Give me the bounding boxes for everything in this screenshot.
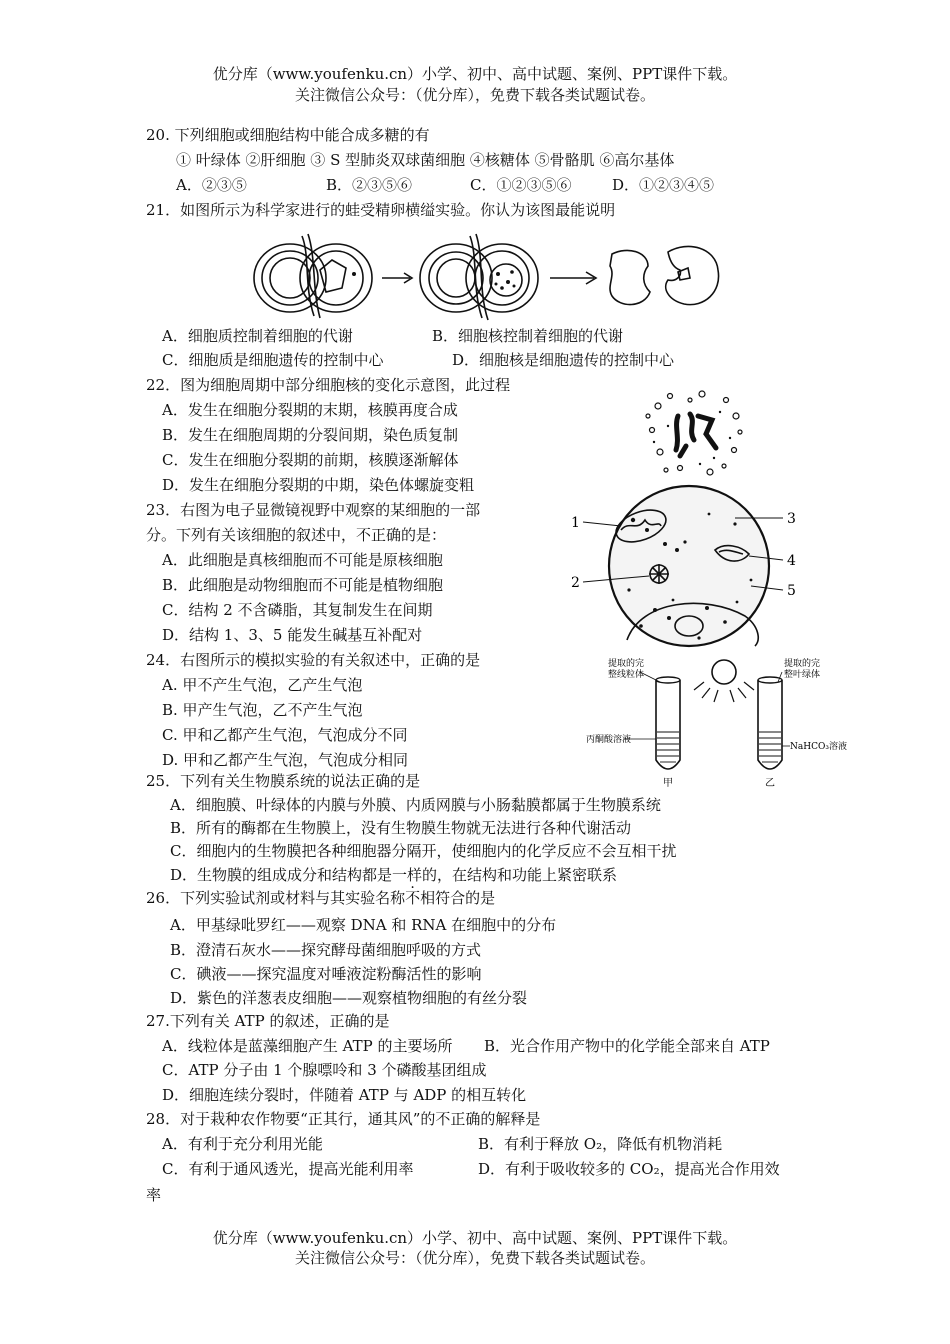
q28-option-a: A．有利于充分利用光能 [162, 1135, 323, 1153]
frog-egg-ligation-figure [250, 226, 730, 322]
q23-option-d: D．结构 1、3、5 能发生碱基互补配对 [162, 626, 423, 644]
electron-micrograph-cell-figure [565, 490, 815, 650]
q25-option-a: A．细胞膜、叶绿体的内膜与外膜、内质网膜与小肠黏膜都属于生物膜系统 [170, 796, 661, 814]
q23-stem-line-2: 分。下列有关该细胞的叙述中，不正确的是： [146, 526, 447, 544]
q28-option-c: C．有利于通风透光，提高光能利用率 [162, 1160, 414, 1178]
q28-option-b: B．有利于释放 O₂，降低有机物消耗 [478, 1135, 723, 1153]
header-line-1: 优分库（www.youfenku.cn）小学、初中、高中试题、案例、PPT课件下载。 [212, 65, 738, 83]
q22-stem: 22．图为细胞周期中部分细胞核的变化示意图，此过程 [146, 376, 511, 394]
q22-option-d: D．发生在细胞分裂期的中期，染色体螺旋变粗 [162, 476, 475, 494]
fig-right-tube-label-top: 提取的完 [784, 659, 821, 669]
q21-option-b: B．细胞核控制着细胞的代谢 [432, 327, 624, 345]
fig-right-tube-label-bottom: 整叶绿体 [784, 670, 821, 680]
q22-option-c: C．发生在细胞分裂期的前期，核膜逐渐解体 [162, 451, 459, 469]
q27-option-b: B．光合作用产物中的化学能全部来自 ATP [484, 1037, 770, 1055]
q27-option-d: D．细胞连续分裂时，伴随着 ATP 与 ADP 的相互转化 [162, 1086, 527, 1104]
footer-line-2: 关注微信公众号：（优分库），免费下载各类试题试卷。 [294, 1249, 655, 1267]
q20-option-b: B．②③⑤⑥ [326, 176, 413, 194]
q20-items: ① 叶绿体 ②肝细胞 ③ S 型肺炎双球菌细胞 ④核糖体 ⑤骨骼肌 ⑥高尔基体 [176, 151, 675, 169]
q25-option-d: D．生物膜的组成成分和结构都是一样的，在结构和功能上紧密联系 [170, 866, 618, 884]
q26-option-c: C．碘液——探究温度对唾液淀粉酶活性的影响 [170, 965, 482, 983]
q24-option-c: C. 甲和乙都产生气泡，气泡成分不同 [162, 726, 408, 744]
q27-stem: 27.下列有关 ATP 的叙述，正确的是 [146, 1012, 390, 1030]
fig-left-tube-label-bottom: 整线粒体 [608, 670, 645, 680]
fig-left-solution-label: 丙酮酸溶液 [586, 735, 632, 745]
q28-stem: 28．对于栽种农作物要“正其行，通其风”的不正确的解释是 [146, 1110, 541, 1128]
q20-option-d: D．①②③④⑤ [612, 176, 715, 194]
q26-option-a: A．甲基绿吡罗红——观察 DNA 和 RNA 在细胞中的分布 [170, 916, 557, 934]
fig-tube-yi-label: 乙 [765, 778, 775, 789]
mitochondria-chloroplast-experiment-figure [586, 652, 847, 789]
q21-option-c: C．细胞质是细胞遗传的控制中心 [162, 351, 384, 369]
q26-stem-emphasis: 不 [405, 889, 421, 907]
header-line-2: 关注微信公众号：（优分库），免费下载各类试题试卷。 [294, 86, 655, 104]
q25-option-c: C．细胞内的生物膜把各种细胞器分隔开，使细胞内的化学反应不会互相干扰 [170, 842, 677, 860]
q21-option-a: A．细胞质控制着细胞的代谢 [162, 327, 353, 345]
q26-stem-pre: 26．下列实验试剂或材料与其实验名称 [146, 889, 406, 907]
q22-option-b: B．发生在细胞周期的分裂间期，染色质复制 [162, 426, 459, 444]
cell-label-1: 1 [571, 515, 580, 531]
fig-tube-jia-label: 甲 [663, 778, 673, 789]
cell-label-2: 2 [571, 575, 580, 591]
cell-label-3: 3 [787, 511, 796, 527]
q24-option-b: B. 甲产生气泡，乙不产生气泡 [162, 701, 363, 719]
q27-option-c: C．ATP 分子由 1 个腺嘌呤和 3 个磷酸基团组成 [162, 1061, 487, 1079]
q26-option-d: D．紫色的洋葱表皮细胞——观察植物细胞的有丝分裂 [170, 989, 528, 1007]
q24-stem: 24．右图所示的模拟实验的有关叙述中，正确的是 [146, 651, 481, 669]
q20-option-a: A．②③⑤ [176, 176, 247, 194]
nucleus-change-figure [640, 386, 750, 486]
cell-label-5: 5 [787, 583, 796, 599]
q22-option-a: A．发生在细胞分裂期的末期，核膜再度合成 [162, 401, 458, 419]
q23-option-c: C．结构 2 不含磷脂，其复制发生在间期 [162, 601, 433, 619]
q21-stem: 21．如图所示为科学家进行的蛙受精卵横缢实验。你认为该图最能说明 [146, 201, 616, 219]
q27-option-a: A．线粒体是蓝藻细胞产生 ATP 的主要场所 [162, 1037, 453, 1055]
q20-option-c: C．①②③⑤⑥ [470, 176, 572, 194]
cell-label-4: 4 [787, 553, 796, 569]
q24-option-a: A. 甲不产生气泡，乙产生气泡 [162, 676, 363, 694]
q23-option-b: B．此细胞是动物细胞而不可能是植物细胞 [162, 576, 444, 594]
fig-left-tube-label-top: 提取的完 [608, 659, 645, 669]
q20-stem: 20. 下列细胞或细胞结构中能合成多糖的有 [146, 126, 430, 144]
q26-stem-post: 相符合的是 [420, 889, 496, 907]
q28-option-d-wrap: 率 [146, 1186, 162, 1204]
q25-stem: 25．下列有关生物膜系统的说法正确的是 [146, 772, 421, 790]
q23-stem-line-1: 23．右图为电子显微镜视野中观察的某细胞的一部 [146, 501, 481, 519]
q26-stem [146, 887, 495, 909]
footer-line-1: 优分库（www.youfenku.cn）小学、初中、高中试题、案例、PPT课件下载。 [212, 1229, 738, 1247]
q23-option-a: A．此细胞是真核细胞而不可能是原核细胞 [162, 551, 443, 569]
q25-option-b: B．所有的酶都在生物膜上，没有生物膜生物就无法进行各种代谢活动 [170, 819, 632, 837]
fig-right-solution-label: NaHCO₃溶液 [790, 742, 847, 752]
q26-option-b: B．澄清石灰水——探究酵母菌细胞呼吸的方式 [170, 941, 482, 959]
q21-option-d: D．细胞核是细胞遗传的控制中心 [452, 351, 675, 369]
q24-option-d: D. 甲和乙都产生气泡，气泡成分相同 [162, 751, 409, 769]
q28-option-d: D．有利于吸收较多的 CO₂，提高光合作用效 [478, 1160, 780, 1178]
